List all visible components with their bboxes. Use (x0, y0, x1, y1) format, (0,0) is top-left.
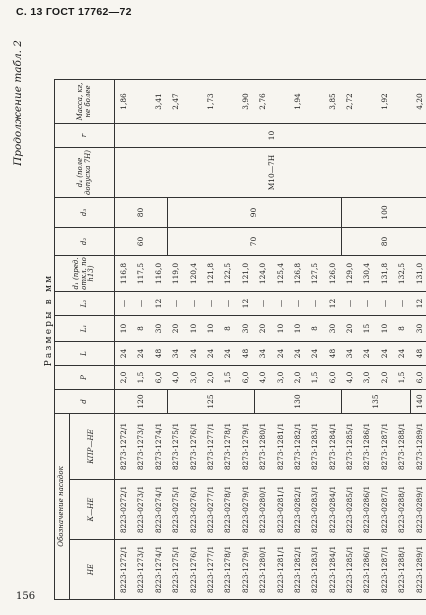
cell-mass: 1,73 (202, 80, 219, 124)
cell-ne: 8223-1282/1 (289, 540, 306, 600)
cell-ke: 8223-0287/1 (376, 480, 393, 540)
cell-d3: 90 (167, 198, 341, 228)
cell-p: 2,0 (115, 366, 133, 390)
cell-d: 120 (115, 390, 168, 414)
cell-ne: 8223-1272/1 (115, 540, 133, 600)
cell-d1: 131,0 (411, 256, 426, 292)
cell-L1: 10 (272, 316, 289, 342)
cell-d1: 121,0 (237, 256, 254, 292)
cell-ke: 8223-0282/1 (289, 480, 306, 540)
cell-ke: 8223-0279/1 (237, 480, 254, 540)
cell-ne: 8223-1275/1 (167, 540, 184, 600)
cell-ke: 8223-0288/1 (393, 480, 410, 540)
cell-L1: 10 (376, 316, 393, 342)
cell-d1: 116,0 (150, 256, 167, 292)
cell-ne: 8223-1276/1 (185, 540, 202, 600)
cell-L2: — (376, 292, 393, 316)
cell-L1: 15 (358, 316, 375, 342)
header-d1: d₁ (пред. откл. по h13) (55, 256, 115, 292)
cell-L1: 8 (306, 316, 323, 342)
cell-p: 1,5 (306, 366, 323, 390)
cell-L2: — (341, 292, 358, 316)
cell-mass (219, 80, 236, 124)
cell-ke: 8223-0281/1 (272, 480, 289, 540)
cell-p: 4,0 (254, 366, 271, 390)
cell-d2: 60 (115, 228, 168, 256)
cell-kpr: 8273-1282/1 (289, 414, 306, 480)
cell-ne: 8223-1280/1 (254, 540, 271, 600)
cell-L2: — (254, 292, 271, 316)
cell-L: 24 (376, 342, 393, 366)
cell-L2: 12 (237, 292, 254, 316)
cell-mass: 4,20 (411, 80, 426, 124)
cell-d1: 129,0 (341, 256, 358, 292)
cell-p: 6,0 (411, 366, 426, 390)
cell-L: 24 (132, 342, 149, 366)
cell-L1: 8 (132, 316, 149, 342)
cell-ke: 8223-0278/1 (219, 480, 236, 540)
cell-ke: 8223-0284/1 (324, 480, 341, 540)
cell-p: 2,0 (289, 366, 306, 390)
header-kpr: КПР—НЕ (70, 414, 115, 480)
cell-ne: 8223-1278/1 (219, 540, 236, 600)
table-row (115, 80, 133, 600)
cell-L2: — (272, 292, 289, 316)
cell-mass (272, 80, 289, 124)
cell-kpr: 8273-1274/1 (150, 414, 167, 480)
cell-L2: — (185, 292, 202, 316)
cell-mass: 2,47 (167, 80, 184, 124)
cell-kpr: 8273-1279/1 (237, 414, 254, 480)
cell-mass (306, 80, 323, 124)
cell-p: 1,5 (393, 366, 410, 390)
page-number: 156 (16, 591, 36, 602)
cell-d: 130 (254, 390, 341, 414)
cell-L1: 10 (202, 316, 219, 342)
cell-L: 48 (324, 342, 341, 366)
cell-kpr: 8273-1283/1 (306, 414, 323, 480)
header-d4: d₄ (поле допуска 7H) (55, 148, 115, 198)
cell-ke: 8223-0286/1 (358, 480, 375, 540)
cell-L1: 30 (150, 316, 167, 342)
dimensions-title: Размеры в мм (44, 273, 54, 367)
cell-d1: 124,0 (254, 256, 271, 292)
cell-d1: 126,8 (289, 256, 306, 292)
cell-d1: 132,5 (393, 256, 410, 292)
cell-L: 48 (237, 342, 254, 366)
cell-ne: 8223-1284/1 (324, 540, 341, 600)
cell-ne: 8223-1287/1 (376, 540, 393, 600)
cell-mass: 1,92 (376, 80, 393, 124)
cell-p: 6,0 (324, 366, 341, 390)
cell-ke: 8223-0273/1 (132, 480, 149, 540)
cell-L1: 8 (219, 316, 236, 342)
cell-kpr: 8273-1280/1 (254, 414, 271, 480)
header-p: P (55, 366, 115, 390)
cell-d: 125 (167, 390, 254, 414)
cell-mass: 1,94 (289, 80, 306, 124)
cell-ne: 8223-1288/1 (393, 540, 410, 600)
cell-L1: 20 (254, 316, 271, 342)
continuation-label: Продолжение табл. 2 (12, 40, 24, 166)
cell-p: 6,0 (237, 366, 254, 390)
cell-L1: 10 (115, 316, 133, 342)
cell-kpr: 8273-1278/1 (219, 414, 236, 480)
cell-kpr: 8273-1276/1 (185, 414, 202, 480)
cell-kpr: 8273-1289/1 (411, 414, 426, 480)
cell-L2: — (115, 292, 133, 316)
cell-L: 24 (219, 342, 236, 366)
cell-ne: 8223-1273/1 (132, 540, 149, 600)
cell-L: 24 (358, 342, 375, 366)
cell-ne: 8223-1286/1 (358, 540, 375, 600)
cell-d1: 122,5 (219, 256, 236, 292)
cell-d1: 121,8 (202, 256, 219, 292)
cell-mass: 2,72 (341, 80, 358, 124)
cell-L2: — (219, 292, 236, 316)
cell-ne: 8223-1279/1 (237, 540, 254, 600)
cell-d3: 100 (341, 198, 426, 228)
cell-kpr: 8273-1288/1 (393, 414, 410, 480)
cell-kpr: 8273-1284/1 (324, 414, 341, 480)
cell-p: 3,0 (358, 366, 375, 390)
cell-L2: 12 (150, 292, 167, 316)
cell-p: 3,0 (185, 366, 202, 390)
header-ne: НЕ (70, 540, 115, 600)
cell-mass: 3,41 (150, 80, 167, 124)
header-r: r (55, 124, 115, 148)
cell-ke: 8223-0285/1 (341, 480, 358, 540)
cell-p: 6,0 (150, 366, 167, 390)
cell-L2: — (358, 292, 375, 316)
header-ke: К—НЕ (70, 480, 115, 540)
header-d3: d₃ (55, 198, 115, 228)
page-header: С. 13 ГОСТ 17762—72 (16, 6, 132, 18)
cell-d1: 131,8 (376, 256, 393, 292)
cell-L1: 10 (289, 316, 306, 342)
cell-kpr: 8273-1272/1 (115, 414, 133, 480)
cell-mass (132, 80, 149, 124)
cell-L: 34 (254, 342, 271, 366)
cell-L1: 20 (341, 316, 358, 342)
cell-d1: 119,0 (167, 256, 184, 292)
cell-ke: 8223-0272/1 (115, 480, 133, 540)
cell-kpr: 8273-1285/1 (341, 414, 358, 480)
header-d: d (55, 390, 115, 414)
cell-mass (393, 80, 410, 124)
header-L1: L₁ (55, 316, 115, 342)
header-mass: Масса, кг, не более (55, 80, 115, 124)
cell-ne: 8223-1285/1 (341, 540, 358, 600)
cell-L: 24 (202, 342, 219, 366)
cell-kpr: 8273-1281/1 (272, 414, 289, 480)
cell-L2: — (289, 292, 306, 316)
cell-L2: — (167, 292, 184, 316)
cell-p: 2,0 (376, 366, 393, 390)
cell-L2: — (393, 292, 410, 316)
cell-ne: 8223-1274/1 (150, 540, 167, 600)
cell-L1: 20 (167, 316, 184, 342)
cell-ne: 8223-1281/1 (272, 540, 289, 600)
cell-d3: 80 (115, 198, 168, 228)
cell-mass: 1,86 (115, 80, 133, 124)
cell-p: 2,0 (202, 366, 219, 390)
cell-mass: 2,76 (254, 80, 271, 124)
cell-ke: 8223-0276/1 (185, 480, 202, 540)
designation-group-header: Обозначение насадок (55, 414, 70, 600)
cell-ne: 8223-1277/1 (202, 540, 219, 600)
cell-L2: 12 (411, 292, 426, 316)
cell-d: 140 (411, 390, 426, 414)
cell-d1: 130,4 (358, 256, 375, 292)
cell-ne: 8223-1289/1 (411, 540, 426, 600)
rotated-table-frame (12, 40, 425, 600)
cell-L1: 30 (237, 316, 254, 342)
cell-L2: — (306, 292, 323, 316)
cell-p: 1,5 (132, 366, 149, 390)
cell-d1: 117,5 (132, 256, 149, 292)
cell-L2: — (202, 292, 219, 316)
cell-L: 24 (393, 342, 410, 366)
cell-d1: 127,5 (306, 256, 323, 292)
cell-d1: 116,8 (115, 256, 133, 292)
cell-L1: 30 (324, 316, 341, 342)
cell-L1: 30 (411, 316, 426, 342)
cell-d4: M10—7H (115, 148, 426, 198)
cell-r: 10 (115, 124, 426, 148)
cell-L1: 8 (393, 316, 410, 342)
cell-p: 4,0 (341, 366, 358, 390)
cell-L: 48 (411, 342, 426, 366)
cell-L2: — (132, 292, 149, 316)
cell-ke: 8223-0277/1 (202, 480, 219, 540)
header-L2: L₂ (55, 292, 115, 316)
cell-d: 135 (341, 390, 411, 414)
cell-d2: 80 (341, 228, 426, 256)
cell-kpr: 8273-1286/1 (358, 414, 375, 480)
cell-p: 4,0 (167, 366, 184, 390)
cell-L: 34 (167, 342, 184, 366)
cell-L: 48 (150, 342, 167, 366)
cell-mass (358, 80, 375, 124)
cell-kpr: 8273-1275/1 (167, 414, 184, 480)
header-L: L (55, 342, 115, 366)
cell-L: 24 (272, 342, 289, 366)
cell-d1: 126,0 (324, 256, 341, 292)
cell-L: 34 (341, 342, 358, 366)
cell-kpr: 8273-1273/1 (132, 414, 149, 480)
cell-d2: 70 (167, 228, 341, 256)
cell-mass: 3,85 (324, 80, 341, 124)
cell-p: 1,5 (219, 366, 236, 390)
cell-p: 3,0 (272, 366, 289, 390)
cell-d1: 125,4 (272, 256, 289, 292)
cell-L1: 10 (185, 316, 202, 342)
cell-ke: 8223-0283/1 (306, 480, 323, 540)
header-d2: d₂ (55, 228, 115, 256)
cell-ke: 8223-0275/1 (167, 480, 184, 540)
cell-L: 24 (289, 342, 306, 366)
cell-kpr: 8273-1287/1 (376, 414, 393, 480)
cell-ke: 8223-0289/1 (411, 480, 426, 540)
cell-ke: 8223-0280/1 (254, 480, 271, 540)
cell-L: 24 (115, 342, 133, 366)
cell-kpr: 8273-1277/1 (202, 414, 219, 480)
cell-L: 24 (185, 342, 202, 366)
cell-mass (185, 80, 202, 124)
cell-L: 24 (306, 342, 323, 366)
cell-mass: 3,90 (237, 80, 254, 124)
cell-ne: 8223-1283/1 (306, 540, 323, 600)
dimensions-table (54, 79, 426, 600)
cell-d1: 120,4 (185, 256, 202, 292)
cell-ke: 8223-0274/1 (150, 480, 167, 540)
cell-L2: 12 (324, 292, 341, 316)
table-body (115, 80, 426, 600)
